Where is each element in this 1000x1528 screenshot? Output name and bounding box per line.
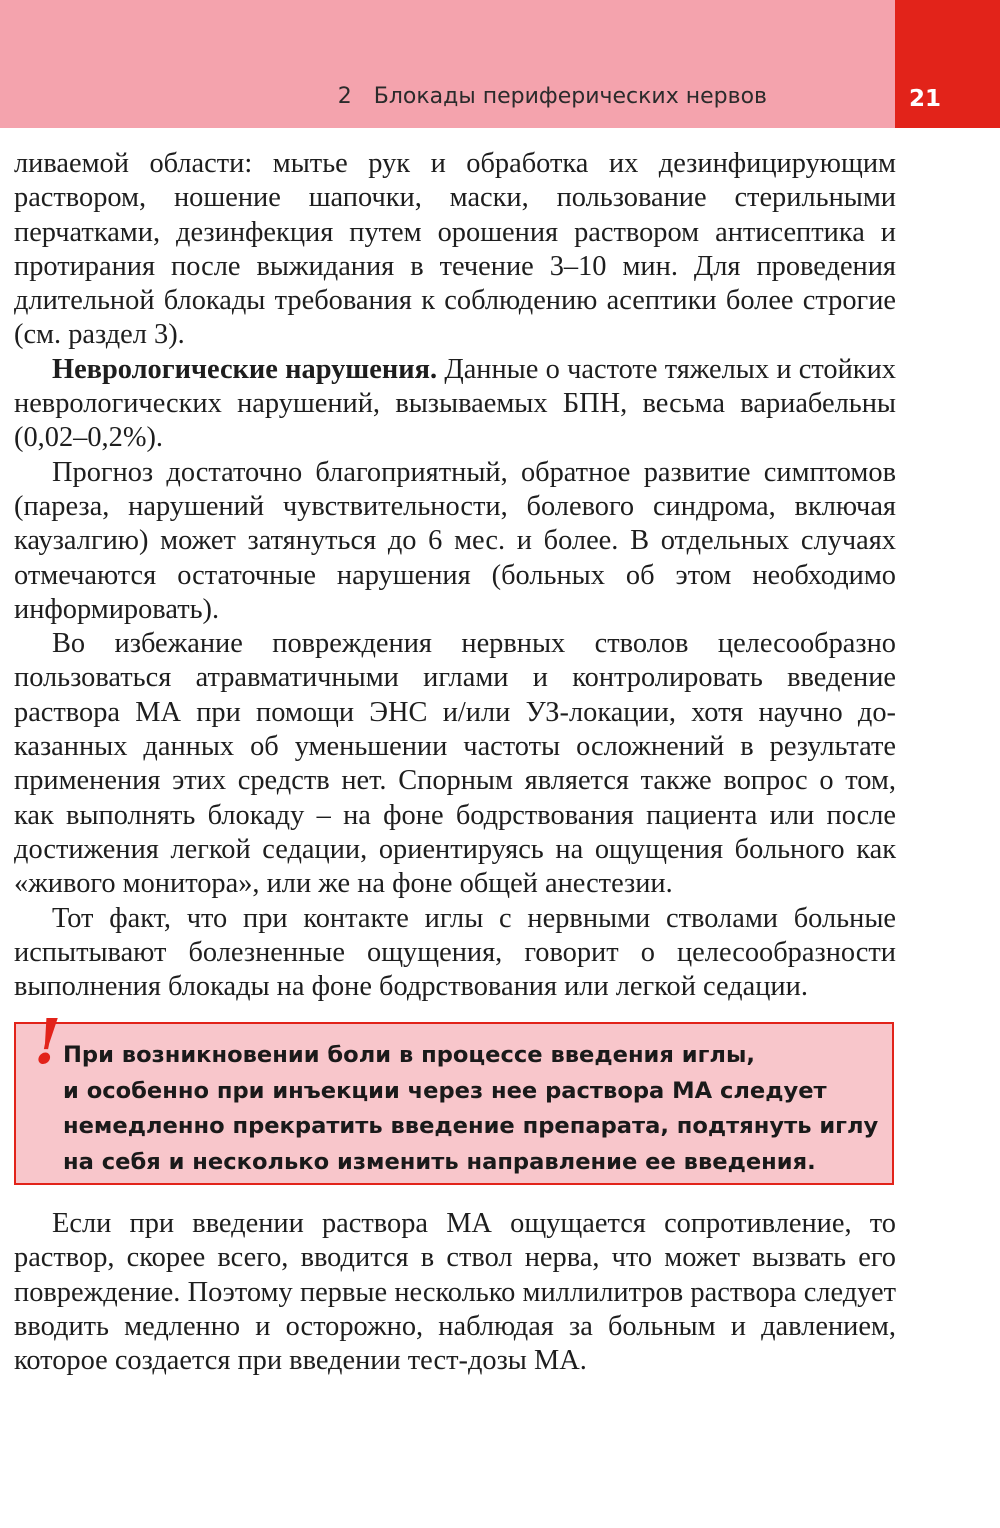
paragraph-continuation: ливаемой области: мытье рук и обработка их дезинфицирующим раствором, ношение шапочки, маски, пользование стерильными перчатками, дезинфекция путем орошения раствором антисептика и протирания после выжидания в течение 3–10 мин. Для проведения длительной блокады требования к соблюдению асептики более строгие (см. раздел 3).	[14, 148, 896, 351]
paragraph-neurological	[14, 353, 896, 456]
paragraph-text: Данные о частоте тяжелых и стойких неврологических нарушений, вызываемых БПН, весьма вариабельны (0,02–0,2%).	[14, 353, 896, 454]
paragraph-resistance: Если при введении раствора МА ощущается сопротивление, то раствор, скорее всего, вводится в ствол нерва, что может вызвать его повреждение. Поэтому первые несколько миллилитров раствора следует вводить медленно и осторожно, наблюдая за больным и давлением, которое создается при введении тест-дозы МА.	[14, 1208, 896, 1377]
page-number: 21	[909, 86, 942, 112]
run-in-heading: Неврологические нарушения.	[52, 353, 438, 385]
running-header-band	[0, 0, 895, 128]
warning-callout	[14, 1005, 894, 1185]
exclamation-icon: !	[34, 1005, 62, 1078]
running-header-title	[338, 84, 767, 109]
main-text	[14, 147, 896, 1004]
paragraph-prognosis: Прогноз достаточно благоприятный, обратное развитие симптомов (пареза, нарушений чувствительности, болевого синдрома, включая каузалгию) может затянуться до 6 мес. и более. В отдельных случаях отмечаются остаточные нарушения (больных об этом необходимо информировать).	[14, 456, 896, 625]
warning-text: При возникновении боли в процессе введения иглы, и особенно при инъекции через нее раствора МА следует немедленно прекратить введение препарата, подтянуть иглу на себя и несколько изменить направление ее введения.	[63, 1042, 879, 1175]
main-text-continued	[14, 1207, 896, 1378]
chapter-title: Блокады периферических нервов	[373, 84, 767, 109]
page-number-tab	[895, 0, 1000, 128]
chapter-number: 2	[337, 84, 352, 109]
paragraph-prevention: Во избежание повреждения нервных стволов целесообразно пользоваться атравматичными иглами и контролировать введение раствора МА при помощи ЭНС и/или УЗ-локации, хотя научно доказанных данных об уменьшении частоты осложнений в результате применения этих средств нет. Спорным является также вопрос о том, как выполнять блокаду – на фоне бодрствования пациента или после достижения легкой седации, ориентируясь на ощущения больного как «живого монитора», или же на фоне общей анестезии.	[14, 628, 896, 900]
paragraph-pain-fact: Тот факт, что при контакте иглы с нервными стволами больные испытывают болезненные ощущения, говорит о целесообразности выполнения блокады на фоне бодрствования или легкой седации.	[14, 902, 896, 1003]
